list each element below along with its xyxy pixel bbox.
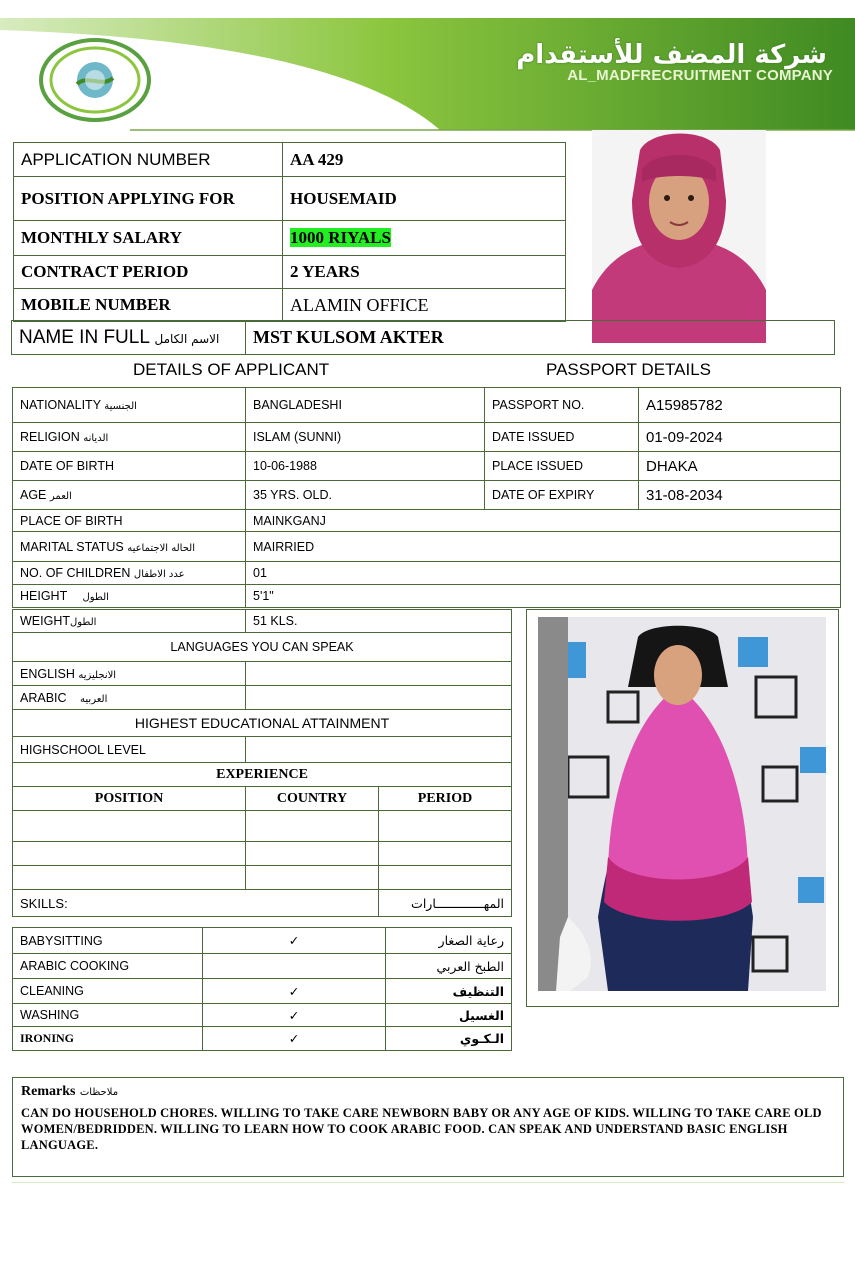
skill-check: ✓ [203, 928, 386, 954]
application-number-label: APPLICATION NUMBER [14, 143, 283, 177]
mobile-label: MOBILE NUMBER [14, 289, 283, 322]
place-issued-label: PLACE ISSUED [485, 452, 639, 481]
remarks-title: Remarks [21, 1084, 76, 1099]
age-arabic: العمر [49, 491, 72, 502]
name-label: NAME IN FULL [19, 326, 150, 348]
date-issued-value: 01-09-2024 [639, 423, 841, 452]
skill-name-arabic: التنظيف [386, 979, 512, 1004]
marital-arabic: الحاله الاجتماعيه [127, 542, 195, 554]
religion-label: RELIGION [20, 430, 80, 444]
marital-label: MARITAL STATUS [20, 539, 124, 554]
experience-header-country: COUNTRY [246, 787, 379, 811]
pob-value: MAINKGANJ [246, 510, 841, 532]
weight-label: WEIGHT [20, 614, 70, 628]
experience-cell [246, 842, 379, 866]
remarks-title-arabic: ملاحظات [79, 1087, 119, 1098]
languages-title: LANGUAGES YOU CAN SPEAK [13, 633, 512, 662]
english-arabic: الانجليزيه [78, 669, 117, 681]
weight-value: 51 KLS. [246, 610, 512, 633]
children-value: 01 [246, 562, 841, 585]
experience-title: EXPERIENCE [13, 763, 512, 787]
position-value: HOUSEMAID [283, 177, 566, 221]
experience-cell [13, 842, 246, 866]
footer-divider [12, 1182, 844, 1183]
experience-cell [379, 811, 512, 842]
religion-arabic: الديانه [83, 433, 109, 444]
skill-name-arabic: رعاية الصغار [386, 928, 512, 954]
experience-header-period: PERIOD [379, 787, 512, 811]
skill-name-arabic: الغسيل [386, 1004, 512, 1027]
english-label: ENGLISH [20, 666, 75, 681]
marital-value: MAIRRIED [246, 532, 841, 562]
children-arabic: عدد الاطفال [133, 569, 185, 580]
application-number-value: AA 429 [283, 143, 566, 177]
nationality-arabic: الجنسية [104, 401, 137, 412]
dob-value: 10-06-1988 [246, 452, 485, 481]
experience-cell [246, 811, 379, 842]
arabic-value [246, 686, 512, 710]
arabic-label: ARABIC [20, 690, 67, 705]
height-value: 5'1" [246, 585, 841, 608]
contract-label: CONTRACT PERIOD [14, 256, 283, 289]
applicant-full-body-photo [538, 617, 826, 991]
remarks-text: CAN DO HOUSEHOLD CHORES. WILLING TO TAKE CARE NEWBORN BABY OR ANY AGE OF KIDS. WILLING TO TAKE CARE OLD WOMEN/BEDRIDDEN. WILLING TO LEARN HOW TO COOK ARABIC FOOD. CAN SPEAK AND UNDERSTAND BASIC ENGLISH LANGUAGE. [21, 1106, 822, 1152]
remarks-box [12, 1077, 844, 1177]
company-name-arabic: شركة المضف للأستقدام [516, 40, 827, 70]
age-label: AGE [20, 488, 47, 502]
lower-details-table [12, 609, 512, 917]
skill-name: CLEANING [13, 979, 203, 1004]
education-level-value [246, 737, 512, 763]
dob-label: DATE OF BIRTH [13, 452, 246, 481]
education-title: HIGHEST EDUCATIONAL ATTAINMENT [13, 710, 512, 737]
age-value: 35 YRS. OLD. [246, 481, 485, 510]
skill-name: WASHING [13, 1004, 203, 1027]
experience-header-position: POSITION [13, 787, 246, 811]
applicant-details-table [12, 387, 841, 608]
skills-table [12, 927, 512, 1051]
section-applicant-title: DETAILS OF APPLICANT [133, 360, 330, 379]
english-value [246, 662, 512, 686]
experience-cell [13, 811, 246, 842]
date-issued-label: DATE ISSUED [485, 423, 639, 452]
experience-cell [379, 842, 512, 866]
height-label: HEIGHT [20, 589, 67, 603]
position-label: POSITION APPLYING FOR [14, 177, 283, 221]
education-level-label: HIGHSCHOOL LEVEL [13, 737, 246, 763]
experience-cell [13, 866, 246, 890]
skill-name: BABYSITTING [13, 928, 203, 954]
skill-check [203, 954, 386, 979]
full-body-photo-frame [526, 609, 839, 1007]
application-table [13, 142, 566, 322]
skill-name-arabic: الـكـوي [386, 1027, 512, 1051]
skill-name-arabic: الطبخ العربي [386, 954, 512, 979]
date-expiry-value: 31-08-2034 [639, 481, 841, 510]
applicant-headshot-photo [592, 130, 766, 343]
pob-label: PLACE OF BIRTH [13, 510, 246, 532]
passport-number-value: A15985782 [639, 388, 841, 423]
nationality-value: BANGLADESHI [246, 388, 485, 423]
company-logo [38, 38, 156, 124]
skill-check: ✓ [203, 1027, 386, 1051]
arabic-arabic: العربيه [80, 693, 108, 705]
height-arabic: الطول [82, 592, 109, 603]
religion-value: ISLAM (SUNNI) [246, 423, 485, 452]
skill-check: ✓ [203, 979, 386, 1004]
skill-name: IRONING [13, 1027, 203, 1051]
date-expiry-label: DATE OF EXPIRY [485, 481, 639, 510]
passport-number-label: PASSPORT NO. [485, 388, 639, 423]
name-value: MST KULSOM AKTER [246, 321, 835, 355]
salary-value: 1000 RIYALS [290, 228, 391, 247]
mobile-value: ALAMIN OFFICE [283, 289, 566, 322]
experience-cell [379, 866, 512, 890]
salary-label: MONTHLY SALARY [14, 221, 283, 256]
experience-cell [246, 866, 379, 890]
nationality-label: NATIONALITY [20, 398, 101, 412]
contract-value: 2 YEARS [283, 256, 566, 289]
company-name-english: AL_MADFRECRUITMENT COMPANY [567, 67, 833, 84]
skills-label-arabic: المهـــــــــــــارات [379, 890, 512, 917]
weight-arabic: الطول [70, 617, 97, 628]
place-issued-value: DHAKA [639, 452, 841, 481]
skills-label: SKILLS: [13, 890, 379, 917]
name-label-arabic: الاسم الكامل [154, 331, 220, 346]
name-table [11, 320, 835, 355]
section-passport-title: PASSPORT DETAILS [546, 360, 712, 379]
children-label: NO. OF CHILDREN [20, 566, 131, 580]
skill-name: ARABIC COOKING [13, 954, 203, 979]
skill-check: ✓ [203, 1004, 386, 1027]
